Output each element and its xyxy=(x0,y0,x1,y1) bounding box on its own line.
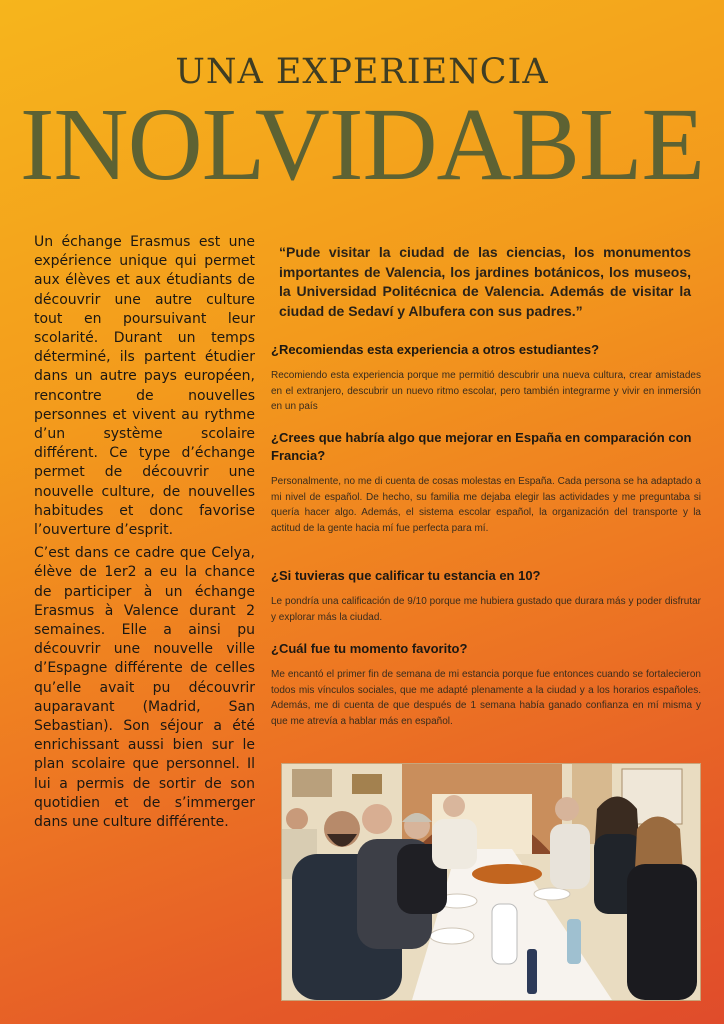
interview-answer: Me encantó el primer fin de semana de mi estancia porque fue entonces cuando se fortalecieron todos mis vínculos sociales, que me adapté plenamente a la ciudad y a los horarios españoles. Además, me di cuenta de que después de 1 semana había ganado confianza en mí misma y que me atrevía a hablar más en español. xyxy=(271,669,701,727)
group-photo xyxy=(281,763,701,1001)
interview-question: ¿Si tuvieras que calificar tu estancia en 10? xyxy=(271,568,541,583)
interview-answer: Le pondría una calificación de 9/10 porque me hubiera gustado que durara más y poder disfrutar y explorar más la ciudad. xyxy=(271,596,701,623)
interview-item xyxy=(271,567,701,625)
interview-answer: Personalmente, no me di cuenta de cosas molestas en España. Cada persona se ha adaptado a mi nivel de español. De hecho, su familia me dejaba elegir las actividades y me preguntaba si quería hacer algo. Además, el sistema escolar español, la organización del transporte y la actitud de la gente hacia mí fue perfecta para mí. xyxy=(271,476,701,534)
intro-column xyxy=(34,233,255,836)
interview-question: ¿Recomiendas esta experiencia a otros estudiantes? xyxy=(271,342,600,357)
headline-top: UNA EXPERIENCIA xyxy=(175,52,549,92)
interview-item xyxy=(271,429,701,536)
pull-quote: “Pude visitar la ciudad de las ciencias, los monumentos importantes de Valencia, los jardines botánicos, los museos, la Universidad Politécnica de Valencia. Además de visitar la ciudad de Sedaví y Albufera con sus padres.” xyxy=(279,244,691,319)
group-photo-illustration xyxy=(282,764,700,1000)
interview-question: ¿Cuál fue tu momento favorito? xyxy=(271,641,468,656)
interview-answer: Recomiendo esta experiencia porque me permitió descubrir una nueva cultura, crear amistades en el extranjero, descubrir un nuevo ritmo escolar, pero también integrarme y vivir en inmersión en un país xyxy=(271,370,701,412)
intro-paragraph-1: Un échange Erasmus est une expérience unique qui permet aux élèves et aux étudiants de découvrir une autre culture tout en poursuivant leur scolarité. Durant un temps déterminé, ils partent étudier dans un autre pays européen, rencontre de nouvelles personnes et vivent au rythme d’un système scolaire différent. Ce type d’échange permet de découvrir une nouvelle culture, de nouvelles habitudes et donc favorise l’ouverture d’esprit. xyxy=(34,234,255,539)
headline-main: INOLVIDABLE xyxy=(19,87,705,202)
intro-paragraph-2: C’est dans ce cadre que Celya, élève de 1er2 a eu la chance de participer à un échange Erasmus à Valence durant 2 semaines. Elle a ainsi pu découvrir une nouvelle ville d’Espagne différente de celles qu’elle avait pu découvrir auparavant (Madrid, San Sebastian). Son séjour a été enrichissant aussi bien sur le plan scolaire que personnel. Il lui a permis de sortir de son quotidien et de s’immerger dans une culture différente. xyxy=(34,545,255,831)
interview-item xyxy=(271,341,701,415)
interview-question: ¿Crees que habría algo que mejorar en España en comparación con Francia? xyxy=(271,430,692,463)
interview-item xyxy=(271,640,701,729)
